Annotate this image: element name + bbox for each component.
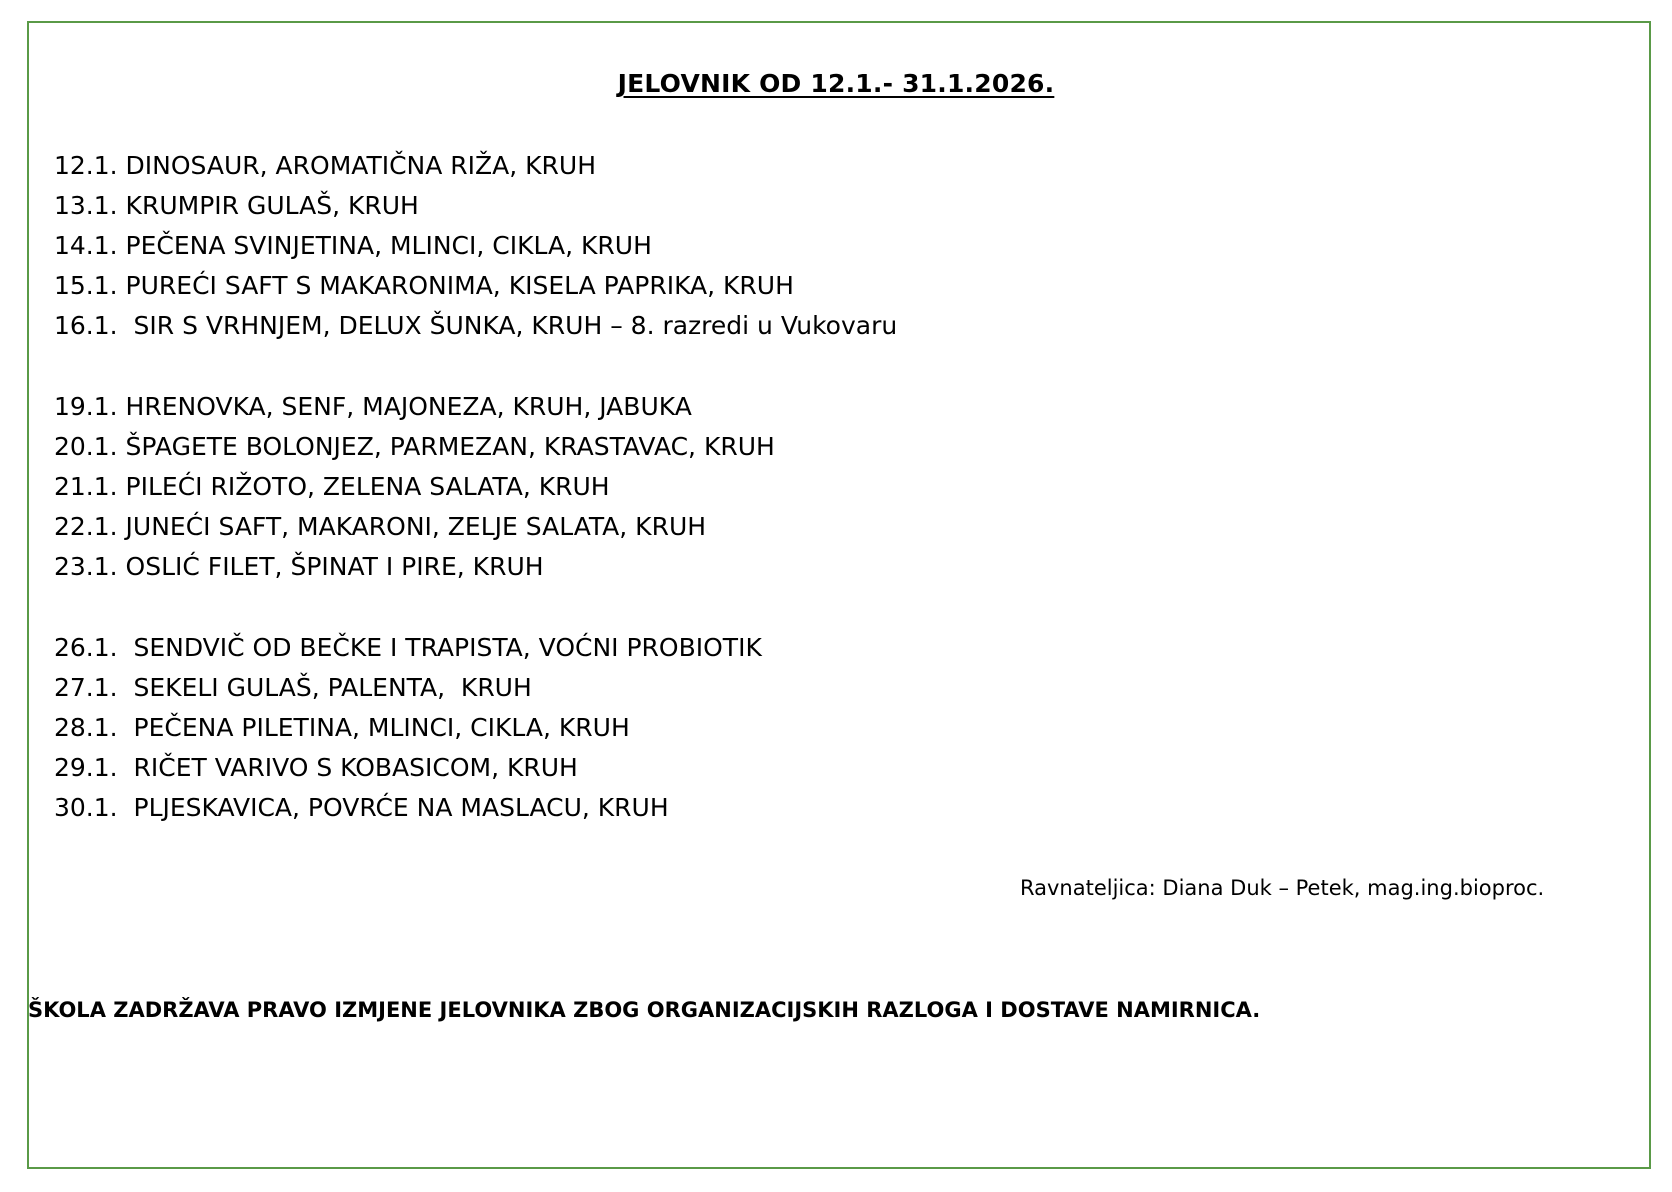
disclaimer-notice: ŠKOLA ZADRŽAVA PRAVO IZMJENE JELOVNIKA ZBOG ORGANIZACIJSKIH RAZLOGA I DOSTAVE NAMIRNICA. <box>28 998 1261 1022</box>
menu-item: 26.1. SENDVIČ OD BEČKE I TRAPISTA, VOĆNI PROBIOTIK <box>54 633 762 662</box>
week-1-menu-list <box>54 146 897 346</box>
menu-item: 12.1. DINOSAUR, AROMATIČNA RIŽA, KRUH <box>54 151 597 180</box>
menu-item: 28.1. PEČENA PILETINA, MLINCI, CIKLA, KRUH <box>54 713 630 742</box>
menu-item: 14.1. PEČENA SVINJETINA, MLINCI, CIKLA, KRUH <box>54 231 652 260</box>
menu-item: 27.1. SEKELI GULAŠ, PALENTA, KRUH <box>54 673 532 702</box>
menu-item: 30.1. PLJESKAVICA, POVRĆE NA MASLACU, KRUH <box>54 793 669 822</box>
week-2-menu-list <box>54 387 775 587</box>
menu-title: JELOVNIK OD 12.1.- 31.1.2026. <box>617 69 1055 98</box>
menu-item: 22.1. JUNEĆI SAFT, MAKARONI, ZELJE SALATA, KRUH <box>54 512 707 541</box>
menu-item: 23.1. OSLIĆ FILET, ŠPINAT I PIRE, KRUH <box>54 552 544 581</box>
menu-item: 15.1. PUREĆI SAFT S MAKARONIMA, KISELA PAPRIKA, KRUH <box>54 271 794 300</box>
menu-item: 29.1. RIČET VARIVO S KOBASICOM, KRUH <box>54 753 578 782</box>
menu-item: 13.1. KRUMPIR GULAŠ, KRUH <box>54 191 419 220</box>
principal-signature-line: Ravnateljica: Diana Duk – Petek, mag.ing.bioproc. <box>1020 876 1545 900</box>
menu-item: 20.1. ŠPAGETE BOLONJEZ, PARMEZAN, KRASTAVAC, KRUH <box>54 432 775 461</box>
menu-item: 16.1. SIR S VRHNJEM, DELUX ŠUNKA, KRUH – 8. razredi u Vukovaru <box>54 311 898 340</box>
menu-item: 21.1. PILEĆI RIŽOTO, ZELENA SALATA, KRUH <box>54 472 610 501</box>
menu-item: 19.1. HRENOVKA, SENF, MAJONEZA, KRUH, JABUKA <box>54 392 692 421</box>
week-3-menu-list <box>54 628 762 828</box>
